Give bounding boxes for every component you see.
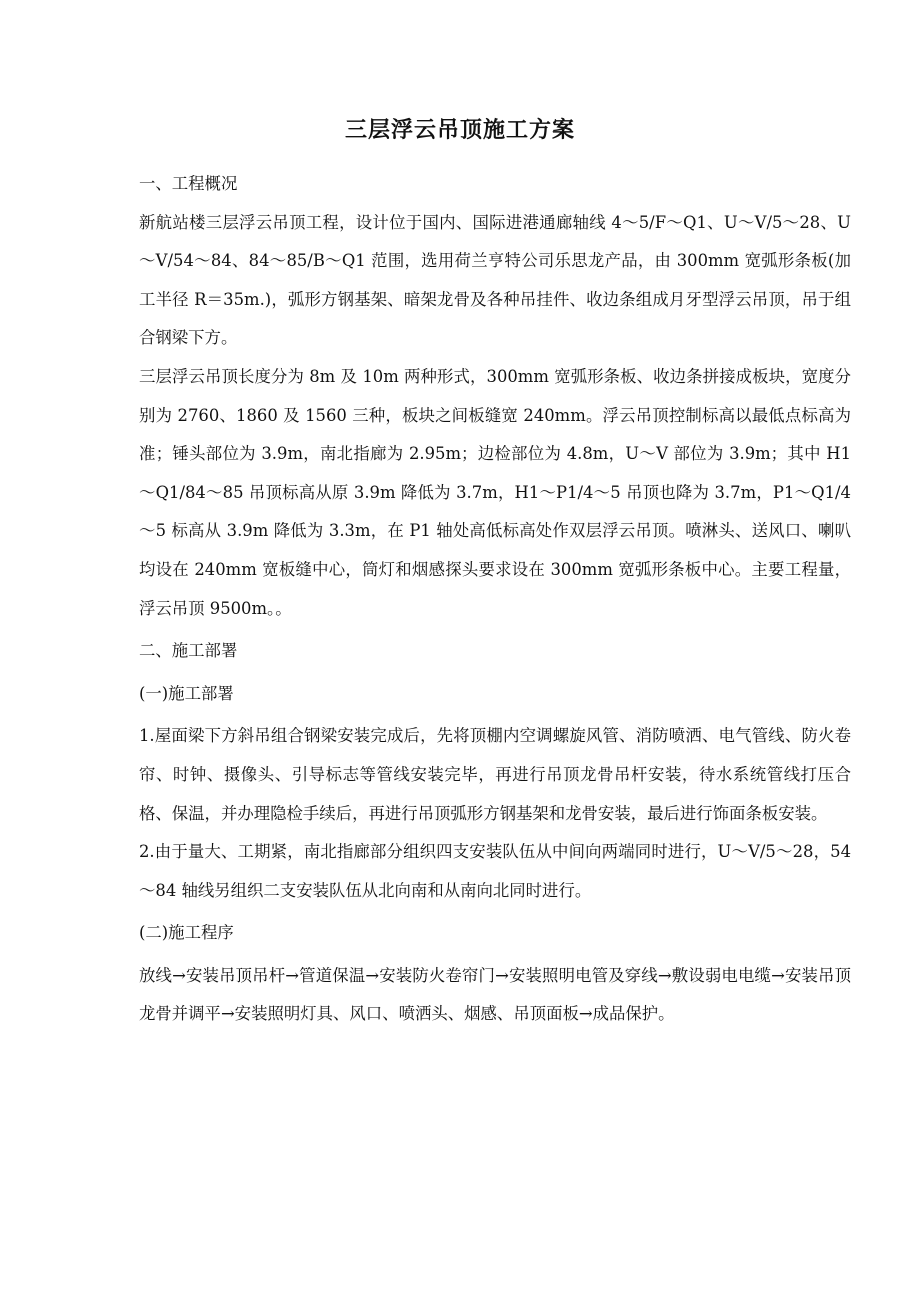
section-heading-deployment: 二、施工部署 bbox=[139, 641, 238, 661]
subsection-heading-deployment: (一)施工部署 bbox=[139, 683, 234, 703]
section-heading-overview: 一、工程概况 bbox=[139, 174, 238, 193]
paragraph-overview-1: 新航站楼三层浮云吊顶工程，设计位于国内、国际进港通廊轴线 4～5/F～Q1、U～V/5～28、U～V/54～84、84～85/B～Q1 范围，选用荷兰亨特公司乐思龙产品，由 300mm 宽弧形条板(加工半径 R＝35m.)，弧形方钢基架、暗架龙骨及各种吊挂件、收边条组成月牙型浮云吊顶，吊于组合钢梁下方。 bbox=[139, 212, 851, 348]
document-body bbox=[139, 165, 851, 1034]
paragraph-deployment-1: 1.屋面梁下方斜吊组合钢梁安装完成后，先将顶棚内空调螺旋风管、消防喷洒、电气管线、防火卷帘、时钟、摄像头、引导标志等管线安装完毕，再进行吊顶龙骨吊杆安装，待水系统管线打压合格、保温，并办理隐检手续后，再进行吊顶弧形方钢基架和龙骨安装，最后进行饰面条板安装。 bbox=[139, 726, 851, 823]
paragraph-overview-2: 三层浮云吊顶长度分为 8m 及 10m 两种形式，300mm 宽弧形条板、收边条拼接成板块，宽度分别为 2760、1860 及 1560 三种，板块之间板缝宽 240mm。浮云吊顶控制标高以最低点标高为准；锤头部位为 3.9m，南北指廊为 2.95m；边检部位为 4.8m，U～V 部位为 3.9m；其中 H1～Q1/84～85 吊顶标高从原 3.9m 降低为 3.7m，H1～P1/4～5 吊顶也降为 3.7m，P1～Q1/4～5 标高从 3.9m 降低为 3.3m，在 P1 轴处高低标高处作双层浮云吊顶。喷淋头、送风口、喇叭均设在 240mm 宽板缝中心，筒灯和烟感探头要求设在 300mm 宽弧形条板中心。主要工程量，浮云吊顶 9500m。。 bbox=[139, 366, 851, 618]
paragraph-deployment-2: 2.由于量大、工期紧，南北指廊部分组织四支安装队伍从中间向两端同时进行，U～V/5～28，54～84 轴线另组织二支安装队伍从北向南和从南向北同时进行。 bbox=[139, 842, 851, 900]
paragraph-procedure: 放线→安装吊顶吊杆→管道保温→安装防火卷帘门→安装照明电管及穿线→敷设弱电电缆→安装吊顶龙骨并调平→安装照明灯具、风口、喷洒头、烟感、吊顶面板→成品保护。 bbox=[139, 965, 851, 1024]
subsection-heading-procedure: (二)施工程序 bbox=[139, 923, 234, 943]
document-title: 三层浮云吊顶施工方案 bbox=[344, 117, 575, 143]
